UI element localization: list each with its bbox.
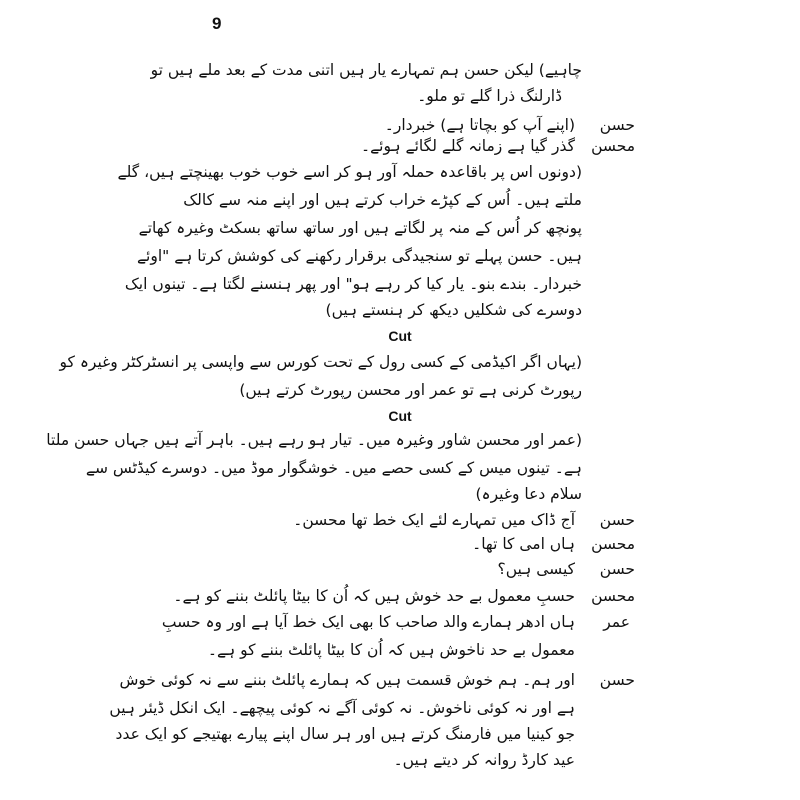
speaker-label: حسن	[599, 116, 635, 134]
text-line: خبردار۔ بندے بنو۔ یار کیا کر رہے ہو" اور پھر ہنسنے لگتا ہے۔ تینوں ایک	[124, 275, 582, 293]
speaker-label: عمر	[603, 613, 630, 631]
speaker-label: حسن	[599, 511, 635, 529]
speaker-label: محسن	[591, 587, 635, 605]
speaker-label: محسن	[591, 535, 635, 553]
text-line: عید کارڈ روانہ کر دیتے ہیں۔	[393, 751, 575, 769]
text-line: ہے۔ تینوں میس کے کسی حصے میں۔ خوشگوار موڈ میں۔ دوسرے کیڈٹس سے	[85, 459, 582, 477]
text-line: گذر گیا ہے زمانہ گلے لگائے ہوئے۔	[361, 137, 575, 155]
text-line: (دونوں اس پر باقاعدہ حملہ آور ہو کر اسے خوب خوب بھینچتے ہیں، گلے	[117, 163, 582, 181]
text-line: جو کینیا میں فارمنگ کرتے ہیں اور ہر سال اپنے پیارے بھتیجے کو ایک عدد	[115, 725, 575, 743]
page-number: 9	[212, 14, 222, 33]
speaker-label: حسن	[599, 560, 635, 578]
text-line: ڈارلنگ ذرا گلے تو ملو۔	[417, 87, 562, 105]
cut-marker: Cut	[388, 408, 412, 424]
text-line: دوسرے کی شکلیں دیکھ کر ہنستے ہیں)	[325, 301, 582, 319]
speaker-label: حسن	[599, 671, 635, 689]
text-line: سلام دعا وغیرہ)	[475, 485, 582, 503]
text-line: ہاں امی کا تھا۔	[472, 535, 575, 553]
text-line: (عمر اور محسن شاور وغیرہ میں۔ تیار ہو رہے ہیں۔ باہر آتے ہیں جہاں حسن ملتا	[46, 431, 582, 449]
text-line: ہیں۔ حسن پہلے تو سنجیدگی برقرار رکھنے کی کوشش کرتا ہے "اوئے	[136, 247, 582, 265]
speaker-label: محسن	[591, 137, 635, 155]
text-line: اور ہم۔ ہم خوش قسمت ہیں کہ ہمارے پائلٹ بننے سے نہ کوئی خوش	[119, 671, 575, 689]
text-line: کیسی ہیں؟	[497, 560, 575, 578]
text-line: (یہاں اگر اکیڈمی کے کسی رول کے تحت کورس سے واپسی پر انسٹرکٹر وغیرہ کو	[59, 353, 582, 371]
text-line: معمول بے حد ناخوش ہیں کہ اُن کا بیٹا پائلٹ بننے کو ہے۔	[207, 641, 575, 659]
cut-marker: Cut	[388, 328, 412, 344]
text-line: ہاں ادھر ہمارے والد صاحب کا بھی ایک خط آیا ہے اور وہ حسبِ	[161, 613, 575, 631]
text-line: چاہیے) لیکن حسن ہم تمہارے یار ہیں اتنی مدت کے بعد ملے ہیں تو	[150, 61, 582, 79]
text-line: پونچھ کر اُس کے منہ پر لگاتے ہیں اور ساتھ ساتھ بسکٹ وغیرہ کھاتے	[138, 219, 582, 237]
text-line: آج ڈاک میں تمہارے لئے ایک خط تھا محسن۔	[293, 511, 575, 529]
text-line: ہے اور نہ کوئی ناخوش۔ نہ کوئی آگے نہ کوئی پیچھے۔ ایک انکل ڈیئر ہیں	[109, 699, 575, 717]
text-line: (اپنے آپ کو بچاتا ہے) خبردار۔	[384, 116, 575, 134]
text-line: ملتے ہیں۔ اُس کے کپڑے خراب کرتے ہیں اور اپنے منہ سے کالک	[183, 191, 582, 209]
text-line: رپورٹ کرنی ہے تو عمر اور محسن رپورٹ کرتے ہیں)	[239, 381, 582, 399]
text-line: حسبِ معمول بے حد خوش ہیں کہ اُن کا بیٹا پائلٹ بننے کو ہے۔	[173, 587, 575, 605]
